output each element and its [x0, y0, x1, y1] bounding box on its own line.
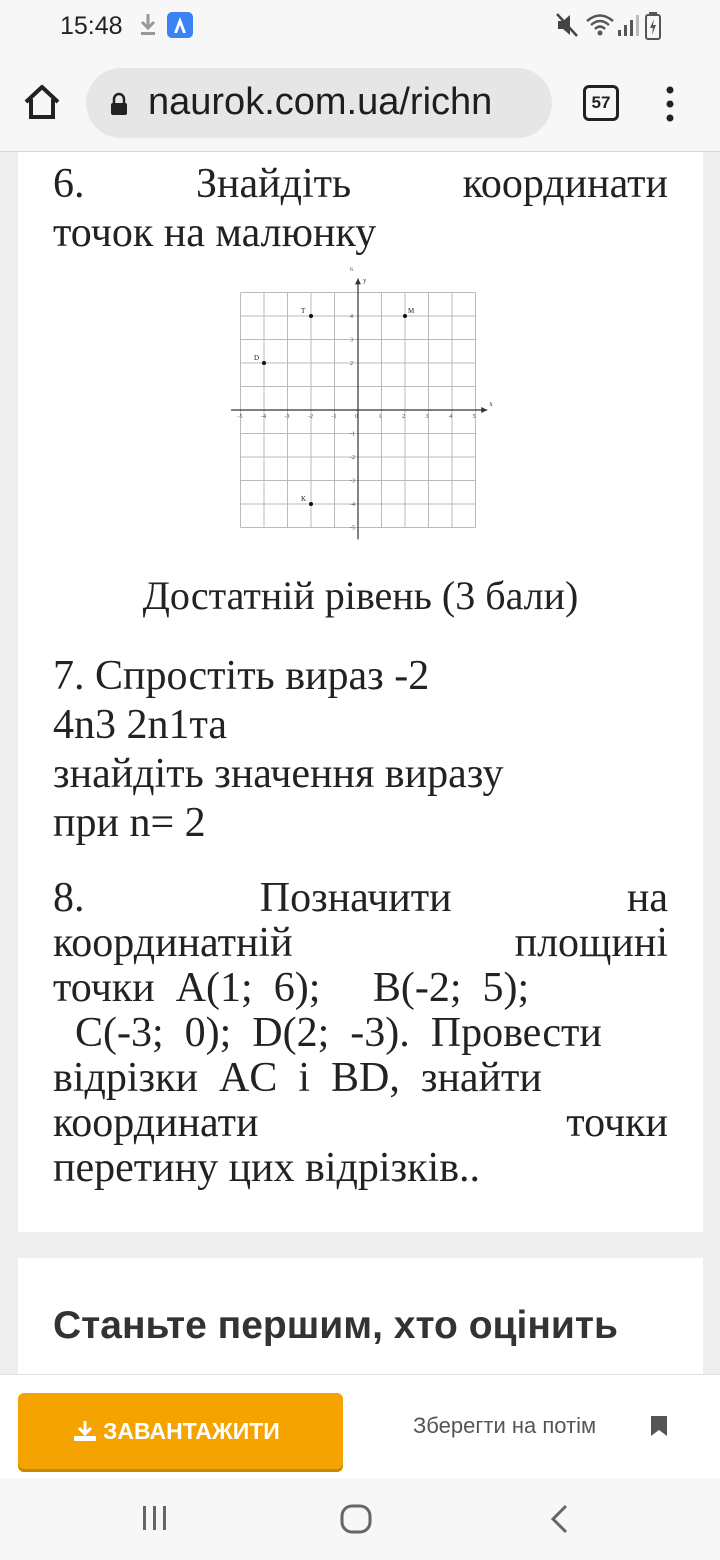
q8-line-5: відрізки AC і BD, знайти — [53, 1055, 542, 1101]
home-icon[interactable] — [20, 80, 64, 124]
y-tick-label: 6 — [350, 267, 353, 273]
y-axis-arrow — [355, 278, 361, 284]
x-axis-label: x — [489, 400, 493, 408]
rating-title: Станьте першим, хто оцінить — [53, 1304, 618, 1347]
home-nav-icon[interactable] — [340, 1504, 372, 1534]
lock-icon — [110, 93, 128, 115]
x-tick-label: -4 — [261, 414, 266, 420]
y-tick-label: -2 — [350, 455, 355, 461]
app-notification-icon — [167, 12, 193, 38]
y-tick-label: -3 — [350, 478, 355, 485]
q7-line-2: 4n3 2n1та — [53, 702, 228, 748]
point-label-D: D — [254, 354, 260, 362]
q6-word-1: 6. — [53, 161, 85, 207]
battery-icon — [645, 12, 661, 40]
recent-apps-icon[interactable] — [140, 1504, 170, 1532]
point-K — [309, 502, 313, 506]
more-menu-icon[interactable] — [660, 82, 680, 126]
status-bar — [0, 0, 720, 56]
mute-icon — [555, 12, 579, 38]
y-tick-label: 4 — [350, 314, 353, 320]
x-tick-label: 4 — [449, 414, 452, 420]
q8-word-1: 8. — [53, 875, 85, 921]
q8-word-3: на — [626, 875, 668, 921]
system-nav-bar — [0, 1478, 720, 1560]
bookmark-icon[interactable] — [650, 1415, 668, 1437]
url-text[interactable]: naurok.com.ua/richn — [148, 81, 493, 123]
x-tick-label: -1 — [331, 414, 337, 420]
q6-line-2: точок на малюнку — [53, 210, 377, 256]
x-tick-label: 2 — [402, 414, 405, 420]
point-M — [403, 314, 407, 318]
y-tick-label: -4 — [350, 502, 355, 508]
x-tick-label: 0 — [355, 414, 358, 420]
q8-line-4: C(-3; 0); D(2; -3). Провести — [75, 1010, 602, 1056]
x-tick-label: -3 — [284, 414, 290, 420]
question-7 — [53, 652, 668, 848]
download-label: ЗАВАНТАЖИТИ — [103, 1418, 280, 1444]
x-tick-label: -5 — [237, 414, 243, 420]
y-tick-label: -5 — [350, 525, 355, 532]
x-tick-label: 5 — [472, 414, 476, 420]
x-axis-arrow — [481, 407, 487, 413]
point-label-K: K — [301, 495, 307, 503]
q7-line-1: 7. Спростіть вираз -2 — [53, 653, 430, 699]
action-bar — [0, 1374, 720, 1478]
download-button[interactable] — [18, 1393, 343, 1469]
q8-line-3: точки A(1; 6); B(-2; 5); — [53, 965, 530, 1011]
download-icon — [73, 1420, 97, 1442]
q7-line-3: знайдіть значення виразу — [53, 751, 504, 797]
q7-line-4: при n= 2 — [53, 800, 206, 846]
save-later-link[interactable]: Зберегти на потім — [413, 1413, 597, 1438]
q8-word-2: Позначити — [259, 875, 452, 921]
status-time: 15:48 — [60, 12, 123, 40]
tab-switcher-button[interactable]: 57 — [583, 85, 619, 121]
y-tick-label: -1 — [350, 431, 355, 438]
q6-word-3: координати — [462, 161, 668, 207]
q8-word-6: координати — [53, 1100, 259, 1146]
q8-line-7: перетину цих відрізків.. — [53, 1145, 481, 1191]
x-tick-label: 3 — [425, 414, 429, 420]
download-status-icon — [138, 12, 158, 38]
point-label-M: M — [408, 307, 415, 315]
question-8 — [53, 876, 668, 1191]
y-tick-label: 2 — [350, 361, 353, 367]
level-heading: Достатній рівень (3 бали) — [142, 573, 579, 618]
x-tick-label: 1 — [378, 414, 382, 420]
q8-word-7: точки — [566, 1100, 668, 1146]
browser-toolbar — [0, 56, 720, 152]
rating-card — [18, 1258, 703, 1388]
coordinate-grid — [236, 267, 496, 542]
point-T — [309, 314, 313, 318]
q6-word-2: Знайдіть — [195, 161, 352, 207]
address-bar[interactable] — [86, 68, 552, 138]
content-card — [18, 152, 703, 1232]
back-icon[interactable] — [548, 1504, 570, 1534]
y-axis-label: y — [363, 276, 367, 285]
question-6 — [53, 160, 668, 258]
q8-word-5: площині — [514, 920, 668, 966]
wifi-icon — [585, 12, 615, 38]
q8-word-4: координатній — [53, 920, 293, 966]
point-D — [262, 361, 266, 365]
x-tick-label: -2 — [308, 414, 313, 420]
signal-icon — [617, 12, 639, 38]
point-label-T: T — [301, 307, 306, 315]
y-tick-label: 3 — [350, 337, 353, 344]
